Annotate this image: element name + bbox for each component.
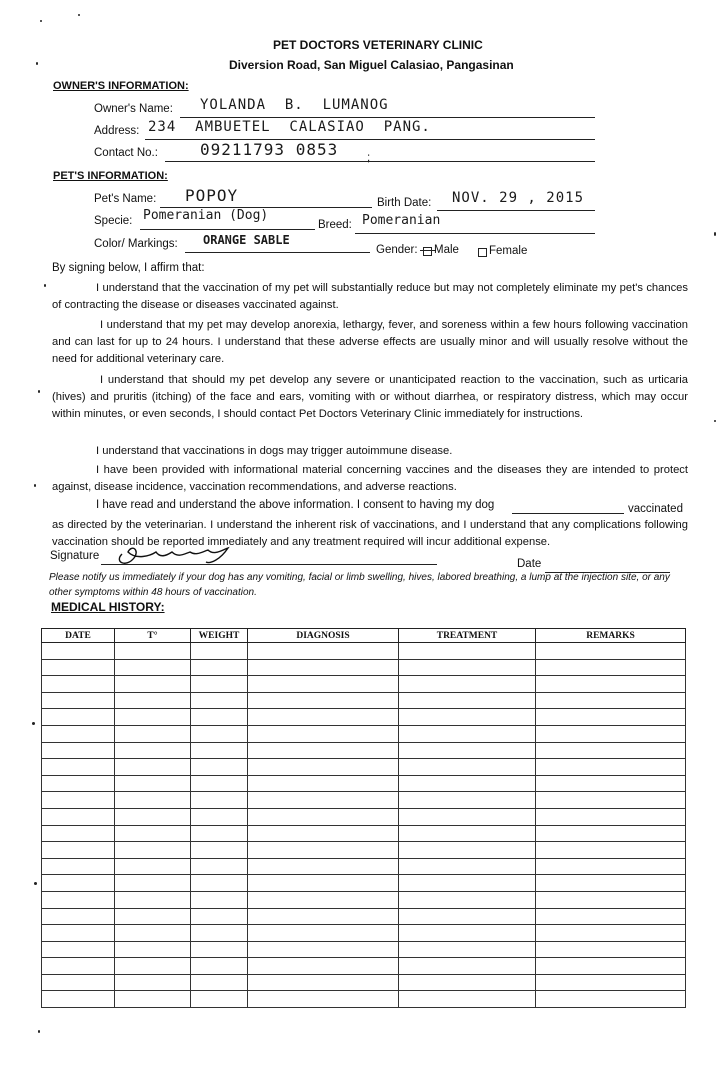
table-cell[interactable] [191, 991, 248, 1008]
contact-label: Contact No.: [94, 147, 158, 159]
medical-history-title: MEDICAL HISTORY: [51, 600, 165, 614]
table-cell[interactable] [248, 925, 399, 942]
table-cell[interactable] [399, 759, 536, 776]
medical-history-table [41, 628, 686, 1008]
table-cell[interactable] [248, 858, 399, 875]
gender-female-checkbox[interactable] [478, 248, 487, 257]
table-cell[interactable] [248, 792, 399, 809]
scan-speck [40, 20, 42, 22]
table-header-row [42, 629, 686, 643]
consent-p4-text: I understand that vaccinations in dogs may trigger autoimmune disease. [96, 445, 453, 457]
table-row [42, 725, 686, 742]
table-cell[interactable] [399, 842, 536, 859]
owner-section-title: OWNER'S INFORMATION: [53, 80, 189, 92]
birth-date-line [437, 210, 595, 211]
table-row [42, 825, 686, 842]
table-cell[interactable] [42, 974, 115, 991]
gender-male-label: Male [434, 244, 459, 256]
gender-label: Gender: [376, 244, 418, 256]
table-cell[interactable] [115, 775, 191, 792]
table-cell[interactable] [536, 842, 686, 859]
dog-name-blank[interactable] [512, 513, 624, 514]
gender-male-checkbox[interactable] [423, 247, 432, 256]
table-cell[interactable] [399, 891, 536, 908]
table-cell[interactable] [399, 775, 536, 792]
table-row [42, 742, 686, 759]
table-cell[interactable] [399, 825, 536, 842]
contact-value[interactable]: 09211793 0853 [200, 140, 339, 159]
pet-name-label: Pet's Name: [94, 193, 157, 205]
table-cell[interactable] [399, 991, 536, 1008]
table-row [42, 659, 686, 676]
birth-date-value[interactable]: NOV. 29 , 2015 [452, 190, 585, 206]
table-cell[interactable] [115, 825, 191, 842]
table-cell[interactable] [42, 742, 115, 759]
table-row [42, 958, 686, 975]
table-cell[interactable] [42, 825, 115, 842]
consent-paragraph-3 [52, 372, 688, 423]
table-cell[interactable] [248, 842, 399, 859]
table-cell[interactable] [115, 958, 191, 975]
table-cell[interactable] [536, 792, 686, 809]
table-cell[interactable] [191, 792, 248, 809]
table-cell[interactable] [42, 775, 115, 792]
table-cell[interactable] [115, 925, 191, 942]
table-cell[interactable] [191, 659, 248, 676]
table-cell[interactable] [115, 941, 191, 958]
table-cell[interactable] [42, 676, 115, 693]
consent-paragraph-4 [52, 443, 688, 460]
table-cell[interactable] [191, 875, 248, 892]
table-cell[interactable] [399, 709, 536, 726]
table-cell[interactable] [42, 875, 115, 892]
table-cell[interactable] [115, 974, 191, 991]
table-cell[interactable] [42, 941, 115, 958]
table-cell[interactable] [115, 725, 191, 742]
table-cell[interactable] [191, 676, 248, 693]
table-cell[interactable] [115, 643, 191, 660]
table-cell[interactable] [115, 842, 191, 859]
table-cell[interactable] [191, 891, 248, 908]
table-cell[interactable] [248, 676, 399, 693]
birth-date-label: Birth Date: [377, 197, 432, 209]
table-cell[interactable] [536, 643, 686, 660]
table-cell[interactable] [536, 974, 686, 991]
table-cell[interactable] [191, 775, 248, 792]
table-cell[interactable] [536, 825, 686, 842]
consent-p5-text: I have been provided with informational material concerning vaccines and the diseases they are intended to protect against, disease incidence, vaccination recommendations, and adverse reactions. [52, 464, 688, 493]
table-row [42, 941, 686, 958]
signature-scribble [110, 540, 250, 570]
column-temperature: T° [115, 629, 191, 643]
table-cell[interactable] [248, 875, 399, 892]
table-row [42, 792, 686, 809]
consent-intro: By signing below, I affirm that: [52, 262, 205, 274]
table-cell[interactable] [42, 659, 115, 676]
table-cell[interactable] [115, 858, 191, 875]
color-markings-value[interactable]: ORANGE SABLE [203, 233, 290, 247]
table-cell[interactable] [115, 676, 191, 693]
table-cell[interactable] [536, 958, 686, 975]
table-cell[interactable] [248, 958, 399, 975]
vaccination-notice [49, 570, 689, 600]
gender-female-label: Female [489, 245, 528, 257]
table-cell[interactable] [399, 925, 536, 942]
table-cell[interactable] [191, 692, 248, 709]
table-row [42, 974, 686, 991]
table-cell[interactable] [191, 941, 248, 958]
scan-speck [32, 722, 35, 725]
table-row [42, 808, 686, 825]
table-cell[interactable] [248, 808, 399, 825]
table-cell[interactable] [399, 875, 536, 892]
table-cell[interactable] [399, 941, 536, 958]
table-cell[interactable] [115, 759, 191, 776]
table-cell[interactable] [42, 891, 115, 908]
table-cell[interactable] [536, 725, 686, 742]
column-treatment: TREATMENT [399, 629, 536, 643]
table-cell[interactable] [42, 725, 115, 742]
consent-p2-text: I understand that my pet may develop anorexia, lethargy, fever, and soreness within a few hours following vaccination and can last for up to 24 hours. I understand that these adverse effects are usually minor and will usually resolve without the need for additional veterinary care. [52, 319, 688, 365]
clinic-address: Diversion Road, San Miguel Calasiao, Pangasinan [229, 58, 514, 72]
scan-speck [36, 62, 38, 65]
specie-value[interactable]: Pomeranian (Dog) [143, 208, 269, 223]
table-cell[interactable] [42, 991, 115, 1008]
table-cell[interactable] [42, 808, 115, 825]
owner-name-line [180, 117, 595, 118]
table-cell[interactable] [399, 676, 536, 693]
specie-line [140, 229, 315, 230]
table-row [42, 676, 686, 693]
table-cell[interactable] [248, 825, 399, 842]
table-cell[interactable] [248, 709, 399, 726]
column-diagnosis: DIAGNOSIS [248, 629, 399, 643]
owner-address-value[interactable]: 234 AMBUETEL CALASIAO PANG. [148, 119, 431, 135]
table-cell[interactable] [399, 958, 536, 975]
table-cell[interactable] [115, 659, 191, 676]
table-cell[interactable] [248, 891, 399, 908]
table-cell[interactable] [248, 908, 399, 925]
contact-suffix: ; [367, 152, 371, 164]
table-row [42, 775, 686, 792]
clinic-name: PET DOCTORS VETERINARY CLINIC [273, 38, 483, 52]
table-cell[interactable] [248, 759, 399, 776]
table-row [42, 891, 686, 908]
table-cell[interactable] [248, 643, 399, 660]
scan-speck [34, 484, 36, 487]
table-cell[interactable] [115, 808, 191, 825]
table-cell[interactable] [42, 842, 115, 859]
scan-speck [714, 420, 716, 422]
breed-value[interactable]: Pomeranian [362, 213, 441, 228]
table-cell[interactable] [536, 991, 686, 1008]
table-row [42, 692, 686, 709]
pet-section-title: PET'S INFORMATION: [53, 170, 168, 182]
table-cell[interactable] [536, 659, 686, 676]
consent-paragraph-2 [52, 317, 688, 368]
owner-name-label: Owner's Name: [94, 103, 173, 115]
table-cell[interactable] [248, 742, 399, 759]
table-cell[interactable] [399, 725, 536, 742]
scan-speck [714, 232, 716, 236]
table-row [42, 759, 686, 776]
date-label: Date [517, 558, 542, 570]
table-cell[interactable] [399, 908, 536, 925]
table-cell[interactable] [191, 842, 248, 859]
table-row [42, 875, 686, 892]
table-cell[interactable] [536, 759, 686, 776]
breed-line [355, 233, 595, 234]
table-cell[interactable] [115, 891, 191, 908]
table-cell[interactable] [536, 775, 686, 792]
table-cell[interactable] [536, 875, 686, 892]
table-cell[interactable] [536, 742, 686, 759]
column-weight: WEIGHT [191, 629, 248, 643]
table-cell[interactable] [536, 908, 686, 925]
scan-speck [38, 1030, 40, 1033]
table-cell[interactable] [399, 643, 536, 660]
table-cell[interactable] [42, 958, 115, 975]
table-cell[interactable] [191, 742, 248, 759]
scan-speck [38, 390, 40, 393]
scan-speck [78, 14, 80, 16]
table-cell[interactable] [42, 709, 115, 726]
table-cell[interactable] [115, 709, 191, 726]
table-cell[interactable] [191, 908, 248, 925]
table-cell[interactable] [115, 692, 191, 709]
table-cell[interactable] [248, 659, 399, 676]
scan-speck [44, 284, 46, 287]
table-cell[interactable] [42, 908, 115, 925]
table-cell[interactable] [191, 858, 248, 875]
table-cell[interactable] [191, 759, 248, 776]
table-cell[interactable] [399, 808, 536, 825]
table-cell[interactable] [536, 676, 686, 693]
table-cell[interactable] [399, 974, 536, 991]
pet-name-value[interactable]: POPOY [185, 186, 239, 205]
table-cell[interactable] [248, 725, 399, 742]
table-row [42, 991, 686, 1008]
table-cell[interactable] [248, 775, 399, 792]
table-cell[interactable] [42, 925, 115, 942]
consent-p1-text: I understand that the vaccination of my pet will substantially reduce but may not completely eliminate my pet's chances of contracting the disease or diseases vaccinated against. [52, 282, 688, 311]
table-cell[interactable] [536, 709, 686, 726]
table-cell[interactable] [536, 891, 686, 908]
contact-line [165, 161, 595, 162]
table-cell[interactable] [536, 941, 686, 958]
table-cell[interactable] [191, 725, 248, 742]
table-cell[interactable] [248, 692, 399, 709]
table-cell[interactable] [191, 643, 248, 660]
table-cell[interactable] [42, 643, 115, 660]
table-cell[interactable] [191, 974, 248, 991]
signature-label: Signature [50, 550, 100, 562]
table-cell[interactable] [115, 908, 191, 925]
table-cell[interactable] [191, 958, 248, 975]
consent-paragraph-5 [52, 462, 688, 496]
table-cell[interactable] [42, 759, 115, 776]
breed-label: Breed: [318, 219, 352, 231]
table-cell[interactable] [42, 692, 115, 709]
table-cell[interactable] [248, 941, 399, 958]
table-cell[interactable] [399, 659, 536, 676]
table-cell[interactable] [191, 709, 248, 726]
table-cell[interactable] [536, 808, 686, 825]
table-cell[interactable] [42, 858, 115, 875]
table-cell[interactable] [115, 792, 191, 809]
column-remarks: REMARKS [536, 629, 686, 643]
consent-p6-start: I have read and understand the above information. I consent to having my dog [96, 499, 495, 511]
specie-label: Specie: [94, 215, 133, 227]
color-markings-line [185, 252, 370, 253]
table-cell[interactable] [42, 792, 115, 809]
table-row [42, 858, 686, 875]
table-cell[interactable] [191, 825, 248, 842]
table-cell[interactable] [115, 991, 191, 1008]
table-row [42, 908, 686, 925]
table-cell[interactable] [399, 742, 536, 759]
table-cell[interactable] [536, 858, 686, 875]
table-cell[interactable] [191, 925, 248, 942]
table-cell[interactable] [536, 692, 686, 709]
table-cell[interactable] [536, 925, 686, 942]
table-row [42, 925, 686, 942]
table-row [42, 842, 686, 859]
consent-p6-vaccinated: vaccinated [628, 503, 683, 515]
column-date: DATE [42, 629, 115, 643]
color-markings-label: Color/ Markings: [94, 238, 178, 250]
table-cell[interactable] [115, 875, 191, 892]
owner-name-value[interactable]: YOLANDA B. LUMANOG [200, 97, 389, 113]
owner-address-label: Address: [94, 125, 140, 137]
vaccination-notice-text: Please notify us immediately if your dog has any vomiting, facial or limb swelling, hives, labored breathing, a lump at the injection site, or any other symptoms within 48 hours of vaccination. [49, 572, 670, 598]
table-row [42, 709, 686, 726]
table-cell[interactable] [248, 974, 399, 991]
consent-p6-text: as directed by the veterinarian. I understand the inherent risk of vaccinations, and I understand that any complications following vaccination should be reported immediately and any treatment required will incur additional expense. [52, 519, 688, 548]
table-cell[interactable] [115, 742, 191, 759]
table-cell[interactable] [191, 808, 248, 825]
consent-p3-text: I understand that should my pet develop any severe or unanticipated reaction to the vaccination, such as urticaria (hives) and pruritis (itching) of the face and ears, vomiting with or without diarrhea, or respiratory distress, which may occur within minutes, or even seconds, I should contact Pet Doctors Veterinary Clinic immediately for instructions. [52, 374, 688, 420]
table-cell[interactable] [399, 692, 536, 709]
scan-speck [34, 882, 37, 885]
consent-paragraph-1 [52, 280, 688, 314]
table-row [42, 643, 686, 660]
table-cell[interactable] [248, 991, 399, 1008]
table-cell[interactable] [399, 858, 536, 875]
table-cell[interactable] [399, 792, 536, 809]
